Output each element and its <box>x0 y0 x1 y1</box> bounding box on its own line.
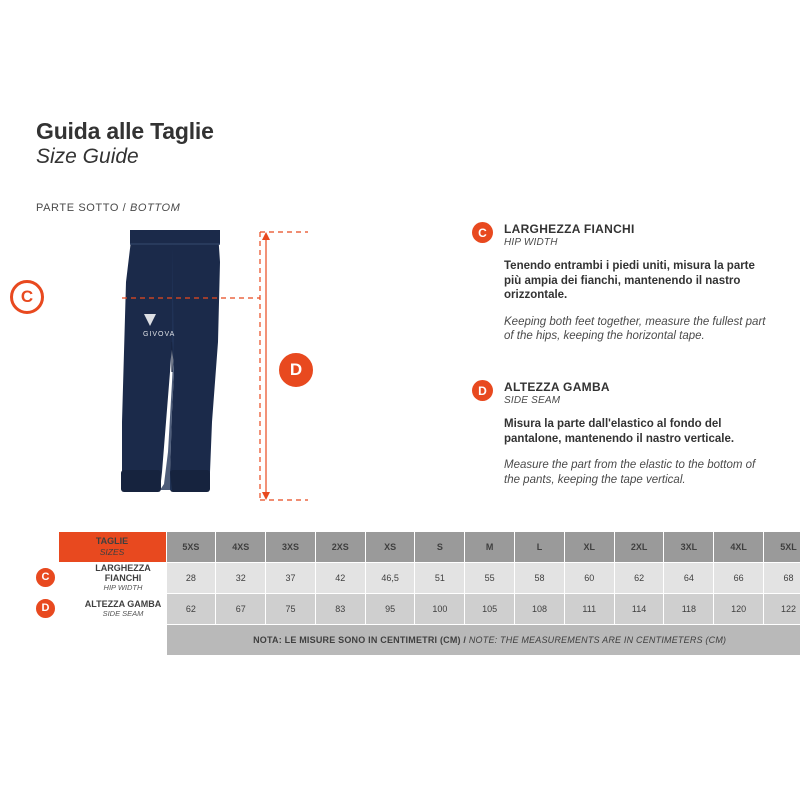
marker-c-illustration: C <box>10 280 44 314</box>
table-note: NOTA: LE MISURE SONO IN CENTIMETRI (CM) / NOTE: THE MEASUREMENTS ARE IN CENTIMETERS (CM) <box>166 625 800 656</box>
marker-d-table: D <box>36 599 55 618</box>
size-header-2xs: 2XS <box>315 532 365 563</box>
table-corner-header: TAGLIE SIZES <box>58 532 166 563</box>
size-header-5xs: 5XS <box>166 532 216 563</box>
measure-cell: 46,5 <box>365 563 415 594</box>
section-label-english: BOTTOM <box>129 202 181 214</box>
row-marker-cell <box>36 594 58 625</box>
row-marker-cell <box>36 563 58 594</box>
hip-width-text-it: Tenendo entrambi i piedi uniti, misura la parte più ampia dei fianchi, mantenendo il nastro orizzontale. <box>504 260 755 301</box>
measure-cell: 118 <box>664 594 714 625</box>
size-header-4xl: 4XL <box>714 532 764 563</box>
measure-cell: 62 <box>614 563 664 594</box>
measure-cell: 111 <box>564 594 614 625</box>
size-header-l: L <box>515 532 565 563</box>
size-header-m: M <box>465 532 515 563</box>
section-label <box>36 202 180 214</box>
measure-cell: 28 <box>166 563 216 594</box>
row-label: ALTEZZA GAMBA SIDE SEAM <box>58 594 166 625</box>
note-spacer <box>58 625 166 656</box>
measure-cell: 83 <box>315 594 365 625</box>
table-header-row <box>36 532 800 563</box>
measure-cell: 62 <box>166 594 216 625</box>
size-table-wrapper <box>36 531 797 656</box>
table-header-spacer <box>36 532 58 563</box>
table-row <box>36 594 800 625</box>
size-header-4xs: 4XS <box>216 532 266 563</box>
row-label: LARGHEZZA FIANCHI HIP WIDTH <box>58 563 166 594</box>
page-title <box>36 118 214 169</box>
hip-width-title-en: HIP WIDTH <box>504 237 558 248</box>
measure-cell: 114 <box>614 594 664 625</box>
measure-cell: 58 <box>515 563 565 594</box>
svg-text:GIVOVA: GIVOVA <box>143 331 176 338</box>
title-italian: Guida alle Taglie <box>36 118 214 144</box>
measure-cell: 67 <box>216 594 266 625</box>
size-header-xl: XL <box>564 532 614 563</box>
hip-width-text-en: Keeping both feet together, measure the fullest part of the hips, keeping the horizontal tape. <box>504 315 766 342</box>
measure-cell: 75 <box>266 594 316 625</box>
measure-cell: 42 <box>315 563 365 594</box>
measure-cell: 108 <box>515 594 565 625</box>
measure-cell: 100 <box>415 594 465 625</box>
size-table <box>36 531 800 656</box>
table-row <box>36 563 800 594</box>
measure-cell: 37 <box>266 563 316 594</box>
description-hip-width <box>472 222 772 344</box>
measure-cell: 66 <box>714 563 764 594</box>
title-english: Size Guide <box>36 145 139 168</box>
garment-illustration <box>60 222 360 512</box>
pants-diagram-svg <box>60 222 360 512</box>
measure-cell: 51 <box>415 563 465 594</box>
size-header-2xl: 2XL <box>614 532 664 563</box>
side-seam-text-en: Measure the part from the elastic to the bottom of the pants, keeping the tape vertical. <box>504 459 756 486</box>
measure-cell: 120 <box>714 594 764 625</box>
size-header-5xl: 5XL <box>764 532 800 563</box>
size-header-3xl: 3XL <box>664 532 714 563</box>
measure-cell: 64 <box>664 563 714 594</box>
measure-cell: 60 <box>564 563 614 594</box>
measure-cell: 32 <box>216 563 266 594</box>
size-header-3xs: 3XS <box>266 532 316 563</box>
measure-cell: 105 <box>465 594 515 625</box>
marker-d-description: D <box>472 380 493 401</box>
description-side-seam <box>472 380 772 487</box>
note-spacer <box>36 625 58 656</box>
measure-cell: 68 <box>764 563 800 594</box>
section-label-italian: PARTE SOTTO <box>36 202 120 214</box>
marker-c-description: C <box>472 222 493 243</box>
measure-cell: 122 <box>764 594 800 625</box>
pants-shape <box>121 230 220 492</box>
section-label-separator: / <box>119 202 130 214</box>
side-seam-text-it: Misura la parte dall'elastico al fondo del pantalone, mantenendo il nastro verticale. <box>504 418 735 445</box>
measure-cell: 95 <box>365 594 415 625</box>
measure-cell: 55 <box>465 563 515 594</box>
size-header-s: S <box>415 532 465 563</box>
side-seam-title-it: ALTEZZA GAMBA <box>504 380 610 394</box>
marker-c-table: C <box>36 568 55 587</box>
table-note-row <box>36 625 800 656</box>
marker-d-illustration: D <box>279 353 313 387</box>
hip-width-title-it: LARGHEZZA FIANCHI <box>504 222 635 236</box>
side-seam-title-en: SIDE SEAM <box>504 395 561 406</box>
size-header-xs: XS <box>365 532 415 563</box>
